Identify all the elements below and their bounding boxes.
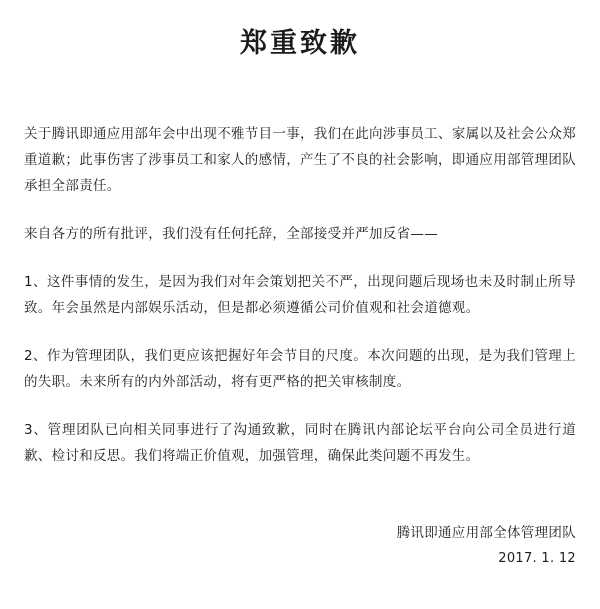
page-title: 郑重致歉	[240, 28, 360, 59]
document-page	[0, 26, 600, 609]
paragraph-2: 来自各方的所有批评，我们没有任何托辞，全部接受并严加反省——	[24, 226, 438, 243]
paragraph-1: 关于腾讯即通应用部年会中出现不雅节目一事，我们在此向涉事员工、家属以及社会公众郑重道歉；此事伤害了涉事员工和家人的感情，产生了不良的社会影响，即通应用部管理团队承担全部责任。	[24, 126, 576, 195]
paragraph-3: 1、这件事情的发生，是因为我们对年会策划把关不严，出现问题后现场也未及时制止所导致。年会虽然是内部娱乐活动，但是都必须遵循公司价值观和社会道德观。	[24, 274, 576, 317]
paragraph-5: 3、管理团队已向相关同事进行了沟通致歉，同时在腾讯内部论坛平台向公司全员进行道歉、检讨和反思。我们将端正价值观，加强管理，确保此类问题不再发生。	[24, 422, 576, 465]
document-body	[24, 121, 576, 469]
paragraph-4: 2、作为管理团队，我们更应该把握好年会节目的尺度。本次问题的出现，是为我们管理上的失职。未来所有的内外部活动，将有更严格的把关审核制度。	[24, 348, 576, 391]
signature-block	[24, 521, 576, 571]
signature-date: 2017. 1. 12	[498, 551, 576, 567]
signature-org: 腾讯即通应用部全体管理团队	[396, 525, 576, 542]
